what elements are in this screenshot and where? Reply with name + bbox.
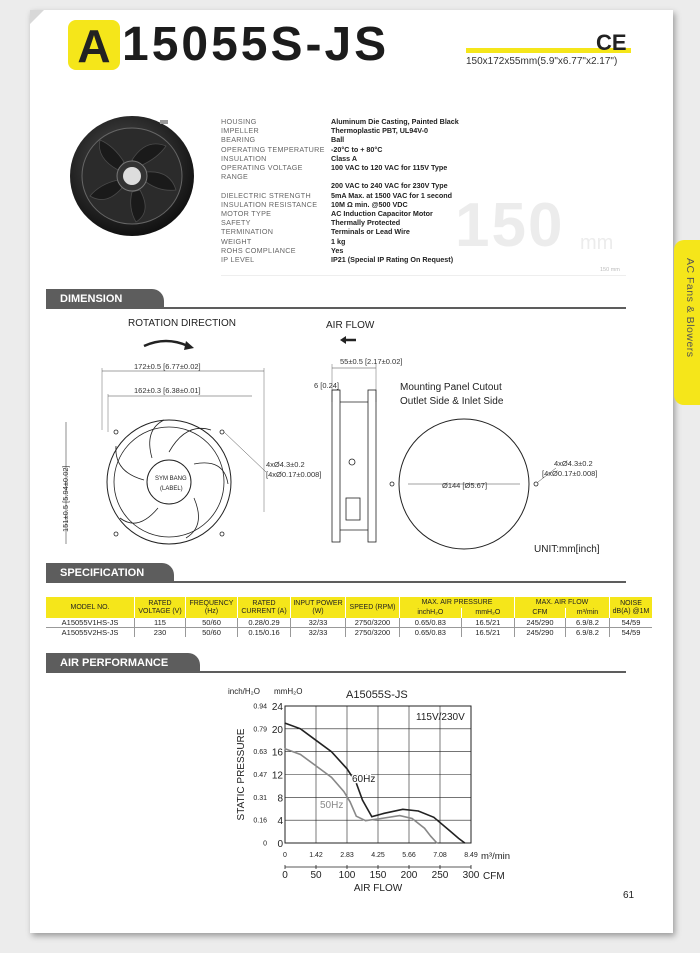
page-number: 61 — [623, 890, 635, 901]
table-cell: 2750/3200 — [346, 618, 400, 628]
x-tick-m3: 7.08 — [433, 852, 447, 859]
cutout-title-2: Outlet Side & Inlet Side — [400, 396, 504, 407]
y-tick-inch: 0.94 — [253, 703, 267, 711]
table-cell: 0.65/0.83 — [400, 628, 462, 638]
spec-key: IP LEVEL — [221, 255, 255, 265]
table-cell: 16.5/21 — [461, 628, 514, 638]
table-cell: 54/59 — [621, 628, 641, 637]
data-point-50Hz — [315, 765, 316, 766]
fan-photo — [66, 110, 196, 240]
table-cell: 54/59 — [610, 618, 653, 628]
spec-value: 1 kg — [331, 236, 346, 246]
data-point-60Hz — [418, 810, 419, 811]
th-current: RATED CURRENT (A) — [238, 597, 291, 618]
data-point-60Hz — [402, 809, 403, 810]
y-tick-inch: 0.47 — [253, 772, 267, 779]
table-cell: 16.5/21 — [461, 618, 514, 628]
table-cell: 0.65/0.83 — [400, 618, 462, 628]
chart-title: A15055S-JS — [346, 689, 408, 701]
x-tick-m3: 5.66 — [402, 852, 416, 859]
spec-value: Thermally Protected — [331, 218, 401, 228]
data-point-60Hz — [284, 723, 285, 724]
th-inch-h2o: inchH₂O — [400, 608, 462, 618]
y-tick-mm: 24 — [271, 702, 283, 713]
th-model: MODEL NO. — [46, 597, 135, 618]
section-dimension — [46, 289, 626, 309]
width-inner-dim: 162±0.3 [6.38±0.01] — [134, 386, 201, 395]
air-performance-chart — [220, 682, 530, 892]
table-row — [46, 628, 652, 638]
data-point-50Hz — [412, 818, 413, 819]
width-outer-dim: 172±0.5 [6.77±0.02] — [134, 362, 201, 371]
data-point-60Hz — [449, 830, 450, 831]
x-tick-m3: 0 — [283, 852, 287, 859]
spec-value: IP21 (Special IP Rating On Request) — [331, 255, 454, 265]
data-point-50Hz — [350, 801, 351, 802]
spec-key: INSULATION — [221, 153, 267, 163]
section-air-performance — [46, 653, 626, 673]
height-dim: 151±0.5 [5.94±0.02] — [61, 465, 70, 532]
table-cell: 6.9/8.2 — [565, 628, 609, 638]
y-tick-inch: 0.63 — [253, 749, 267, 757]
section-specification — [46, 563, 626, 583]
logo-letter: A — [77, 20, 111, 72]
y-axis-label: STATIC PRESSURE — [236, 728, 247, 821]
data-point-60Hz — [464, 842, 465, 843]
specification-table — [46, 597, 652, 637]
y-tick-mm: 0 — [277, 839, 283, 850]
x-axis-label: AIR FLOW — [353, 883, 403, 892]
data-point-50Hz — [365, 820, 366, 821]
overall-dimensions: 150x172x55mm(5.9"x6.77"x2.17") — [466, 56, 618, 67]
table-cell: 6.9/8.2 — [565, 618, 609, 628]
x-tick-cfm: 250 — [431, 870, 449, 881]
spec-row — [221, 209, 459, 218]
data-point-60Hz — [384, 813, 385, 814]
section-air-performance-label: AIR PERFORMANCE — [46, 653, 200, 673]
spec-row — [221, 237, 459, 246]
depth-dim: 55±0.5 [2.17±0.02] — [340, 357, 403, 366]
fan-label-line-1: SYM BANG — [155, 476, 187, 482]
model-title: 15055S-JS — [122, 18, 390, 71]
data-point-50Hz — [399, 815, 400, 816]
data-point-60Hz — [300, 728, 301, 729]
table-cell: 245/290 — [515, 628, 566, 638]
hole-dim-front-1: 4xØ4.3±0.2 — [266, 460, 305, 469]
cutout-title-1: Mounting Panel Cutout — [400, 382, 502, 393]
spec-value: 10M Ω min. @500 VDC — [331, 199, 408, 209]
data-point-50Hz — [424, 828, 425, 829]
x-tick-m3: 4.25 — [371, 852, 385, 859]
air-flow-arrow-icon — [340, 336, 346, 344]
spec-value: AC Induction Capacitor Motor — [331, 209, 433, 219]
spec-list — [221, 117, 459, 264]
dimension-drawing — [46, 312, 626, 562]
x-tick-cfm: 50 — [310, 870, 322, 881]
x-tick-cfm: 150 — [369, 870, 387, 881]
table-cell: 0.28/0.29 — [238, 618, 291, 628]
x-tick-cfm: 100 — [338, 870, 356, 881]
th-cfm: CFM — [515, 608, 566, 618]
hole-dim-front-2: [4xØ0.17±0.008] — [266, 470, 322, 479]
spec-value: Terminals or Lead Wire — [331, 227, 410, 237]
y-tick-mm: 8 — [277, 793, 283, 805]
spec-key: BEARING — [221, 135, 256, 145]
th-frequency: FREQUENCY (Hz) — [186, 597, 238, 618]
section-dimension-label: DIMENSION — [46, 289, 164, 309]
y-tick-mm: 16 — [271, 747, 283, 759]
air-flow-label: AIR FLOW — [326, 320, 375, 331]
spec-row — [221, 255, 459, 264]
table-cell: 0.15/0.16 — [238, 628, 291, 638]
section-line — [160, 581, 626, 583]
table-cell: A15055V2HS-JS — [46, 628, 135, 638]
data-point-50Hz — [300, 754, 301, 755]
spec-row — [221, 200, 459, 209]
spec-row — [221, 154, 459, 163]
data-point-60Hz — [331, 751, 332, 752]
chart-annotation: 115V/230V — [416, 712, 465, 723]
spec-value: Ball — [331, 135, 345, 145]
x-tick-cfm: 200 — [400, 870, 418, 881]
data-point-50Hz — [356, 816, 357, 817]
data-point-50Hz — [430, 836, 431, 837]
divider — [221, 275, 626, 276]
x-unit-bottom: CFM — [483, 871, 505, 882]
hole-dim-cutout-2: [4xØ0.17±0.008] — [542, 469, 598, 478]
data-point-50Hz — [436, 842, 437, 843]
x-tick-m3: 2.83 — [340, 852, 354, 859]
table-cell: 2750/3200 — [346, 628, 400, 638]
page-corner-fold — [30, 10, 44, 24]
table-cell: 245/290 — [515, 618, 566, 628]
spec-value: Aluminum Die Casting, Painted Black — [331, 117, 459, 126]
spec-value: Yes — [331, 245, 344, 255]
y-tick-mm: 20 — [271, 724, 283, 736]
th-speed: SPEED (RPM) — [346, 597, 400, 618]
spec-row — [221, 191, 459, 200]
data-point-60Hz — [458, 838, 459, 839]
spec-value: 200 VAC to 240 VAC for 230V Type — [331, 181, 448, 191]
spec-value: 100 VAC to 120 VAC for 115V Type — [331, 163, 448, 173]
x-tick-m3: 1.42 — [309, 852, 323, 859]
th-voltage: RATED VOLTAGE (V) — [135, 597, 186, 618]
spec-row — [221, 145, 459, 154]
spec-key: SAFETY — [221, 218, 251, 228]
spec-row — [221, 246, 459, 255]
table-cell: 230 — [135, 628, 186, 638]
spec-row — [221, 135, 459, 144]
x-tick-cfm: 300 — [462, 870, 480, 881]
th-power: INPUT POWER (W) — [291, 597, 346, 618]
th-airflow: MAX. AIR FLOW — [515, 597, 610, 608]
spec-key: OPERATING TEMPERATURE — [221, 144, 325, 154]
th-m3-min: m³/min — [565, 608, 609, 618]
data-point-60Hz — [433, 817, 434, 818]
table-cell: 50/60 — [186, 618, 238, 628]
data-point-50Hz — [331, 777, 332, 778]
cutout-diameter-dim: Ø144 [Ø5.67] — [442, 481, 488, 490]
section-specification-label: SPECIFICATION — [46, 563, 174, 583]
unit-label: UNIT:mm[inch] — [534, 544, 600, 555]
spec-key: INSULATION RESISTANCE — [221, 199, 318, 209]
spec-value: 5mA Max. at 1500 VAC for 1 second — [331, 190, 453, 200]
spec-key: ROHS COMPLIANCE — [221, 245, 296, 255]
section-line — [186, 671, 626, 673]
brand-logo — [68, 20, 120, 70]
y-tick-mm: 12 — [271, 770, 283, 782]
spec-key: TERMINATION — [221, 227, 274, 237]
table-cell: 50/60 — [186, 628, 238, 638]
hole-dim-cutout-1: 4xØ4.3±0.2 — [554, 459, 593, 468]
spec-row — [221, 227, 459, 236]
table-cell: 115 — [135, 618, 186, 628]
data-point-60Hz — [346, 768, 347, 769]
th-mm-h2o: mmH₂O — [461, 608, 514, 618]
spec-key: MOTOR TYPE — [221, 209, 272, 219]
spec-row — [221, 218, 459, 227]
spec-row — [221, 163, 459, 181]
table-row — [46, 618, 652, 628]
y-tick-mm: 4 — [277, 816, 283, 828]
ce-mark: CE — [596, 30, 627, 55]
rotation-arrow-icon — [144, 341, 188, 346]
rotation-direction-label: ROTATION DIRECTION — [128, 318, 236, 329]
table-cell: A15055V1HS-JS — [46, 618, 135, 628]
data-point-60Hz — [315, 740, 316, 741]
y-tick-inch: 0 — [263, 840, 267, 848]
table-cell: 32/33 — [291, 618, 346, 628]
table-cell: 32/33 — [291, 628, 346, 638]
spec-value: Class A — [331, 153, 358, 163]
th-noise: NOISE dB(A) @1M — [610, 597, 653, 618]
data-point-50Hz — [381, 818, 382, 819]
side-tab-label: AC Fans & Blowers — [684, 258, 696, 358]
size-badge-number: 150 — [455, 191, 565, 260]
spec-key: HOUSING — [221, 117, 257, 126]
spec-value: -20°C to + 80°C — [331, 144, 383, 154]
section-line — [150, 307, 626, 309]
x-unit-top: m³/min — [481, 851, 511, 862]
spec-key: IMPELLER — [221, 126, 259, 136]
series-label-50Hz: 50Hz — [320, 800, 344, 811]
x-tick-cfm: 0 — [282, 870, 288, 881]
spec-value: Thermoplastic PBT, UL94V-0 — [331, 126, 429, 136]
y-unit-left: inch/H₂O — [228, 687, 261, 696]
spec-key: DIELECTRIC STRENGTH — [221, 190, 311, 200]
spec-row — [221, 126, 459, 135]
y-tick-inch: 0.31 — [253, 794, 267, 802]
data-point-60Hz — [371, 816, 372, 817]
size-badge-small: 150 mm — [600, 267, 620, 273]
spec-key: OPERATING VOLTAGE RANGE — [221, 163, 303, 182]
fan-label-line-2: (LABEL) — [160, 486, 183, 492]
flange-dim: 6 [0.24] — [314, 381, 340, 390]
spec-row — [221, 117, 459, 126]
x-tick-m3: 8.49 — [464, 852, 478, 859]
spec-key: WEIGHT — [221, 236, 252, 246]
series-label-60Hz: 60Hz — [352, 774, 376, 785]
size-badge-unit: mm — [580, 232, 614, 254]
y-tick-inch: 0.16 — [253, 817, 267, 825]
data-point-60Hz — [362, 800, 363, 801]
spec-row — [221, 181, 459, 190]
data-point-50Hz — [284, 748, 285, 749]
data-point-50Hz — [343, 791, 344, 792]
y-tick-inch: 0.79 — [253, 726, 267, 734]
th-pressure: MAX. AIR PRESSURE — [400, 597, 515, 608]
y-unit-right: mmH₂O — [274, 687, 303, 696]
spec-key — [221, 181, 331, 190]
